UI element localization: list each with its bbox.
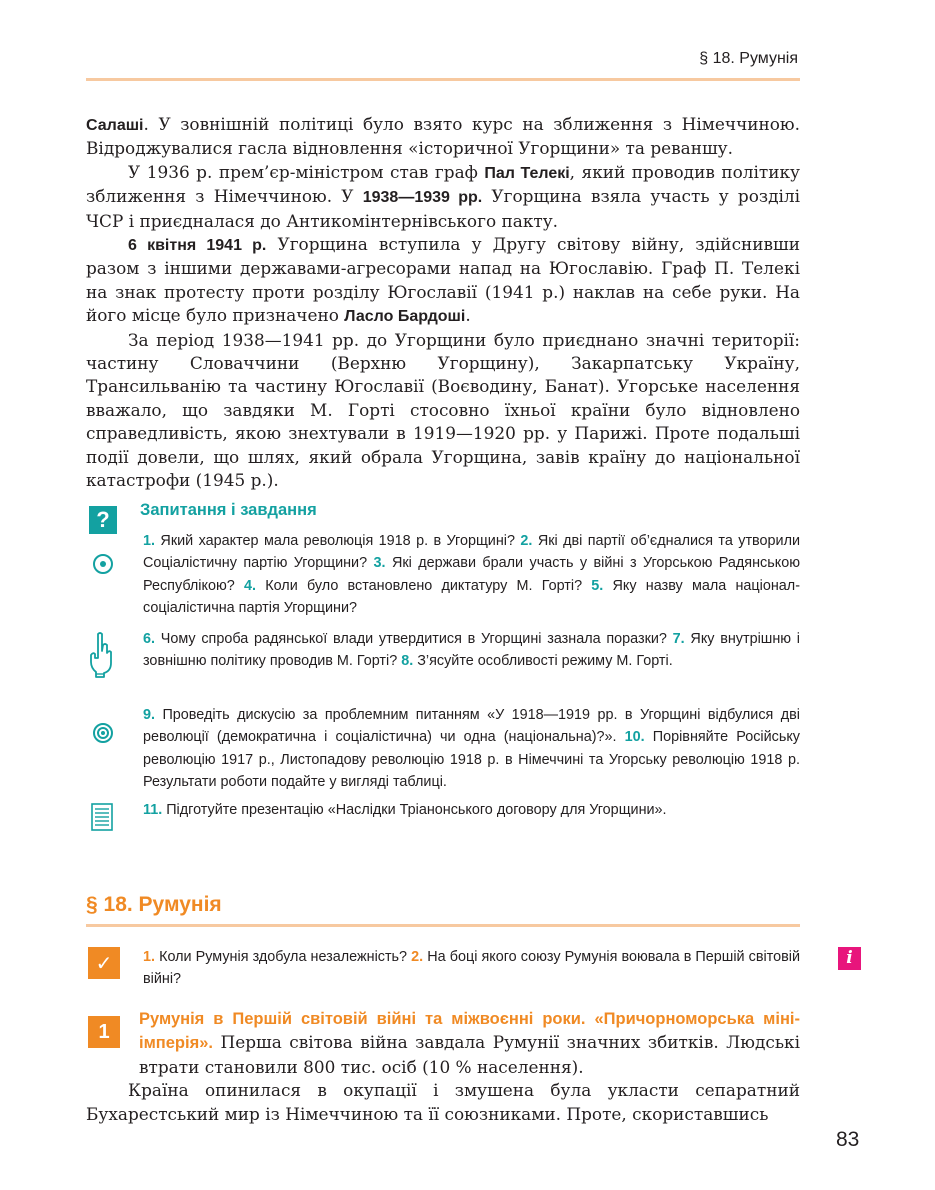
question-mark-icon: ?: [89, 506, 117, 534]
info-icon: i: [838, 947, 861, 970]
paragraph: За період 1938—1941 рр. до Угорщини було приєднано значні території: частину Словаччини (Верхню Угорщину), Закарпатську Україну, Трансильванію та частину Югославії (Воєводину, Банат). Угорське населення вважало, що завдяки М. Горті стосовно їхньої країни було відновлено справедливість, якою знехтували в 1919—1920 рр. у Парижі. Проте подальші події довели, що шлях, який обрала Угорщина, завів країну до національної катастрофи (1945 р.).: [86, 329, 800, 491]
question-number: 8.: [401, 653, 414, 670]
question-text: Підготуйте презентацію «Наслідки Тріанонського договору для Угорщини».: [162, 802, 667, 818]
text-run: . У зовнішній політиці було взято курс на зближення з Німеччиною. Відроджувалися гасла відновлення «історичної Угорщини» та реваншу.: [86, 114, 800, 159]
text-run: У 1936 р. прем’єр-міністром став граф: [128, 161, 485, 182]
questions-list: [143, 704, 800, 794]
bold-term: Пал Телекі: [484, 164, 570, 182]
text-run: Перша світова війна завдала Румунії значних збитків. Людські втрати становили 800 тис. осіб (10 % населення).: [139, 1032, 800, 1077]
question-number: 2.: [411, 949, 424, 965]
pre-questions: [143, 946, 800, 991]
questions-block-discussion: [143, 704, 800, 794]
page-number: 83: [836, 1128, 860, 1151]
question-number: 1.: [143, 533, 156, 549]
question-number: 4.: [243, 577, 256, 594]
questions-list: [143, 628, 800, 673]
question-text: На боці якого союзу Румунія воювала в Першій світовій війні?: [143, 949, 800, 988]
recall-icon: [93, 554, 113, 574]
text-run: Угорщина взяла участь у розділі ЧСР і приєдналася до Антикомінтернівського пакту.: [86, 186, 801, 231]
question-number: 5.: [591, 577, 604, 594]
running-header: § 18. Румунія: [699, 50, 798, 67]
question-number: 10.: [624, 729, 645, 746]
question-text: З’ясуйте особливості режиму М. Горті.: [413, 653, 673, 670]
questions-title: Запитання і завдання: [140, 501, 317, 519]
text-run: .: [465, 305, 471, 326]
header-divider: [86, 78, 800, 81]
pre-questions-list: [143, 946, 800, 991]
bold-term: Салаші: [86, 117, 144, 134]
questions-block-analysis: [143, 628, 800, 673]
question-text: Проведіть дискусію за проблемним питанням «У 1918—1919 рр. в Угорщині відбулися дві революції (демократична і соціалістична) чи одна (національна)?».: [143, 707, 800, 746]
point-title: Румунія в Першій світовій війні та міжвоєнні роки. «Причорноморська міні-імперія».: [139, 1010, 800, 1053]
section-divider: [86, 924, 800, 927]
paragraph: [86, 113, 800, 161]
checkmark-icon: ✓: [88, 947, 120, 979]
questions-block-project: [143, 799, 800, 821]
question-number: 6.: [143, 631, 156, 647]
question-text: Які дві партії об’єдналися та утворили Соціалістичну партію Угорщини?: [143, 533, 801, 572]
question-number: 3.: [373, 555, 386, 572]
question-number: 1.: [143, 949, 156, 965]
questions-list: [143, 799, 800, 821]
bold-term: 1938—1939 рр.: [362, 189, 483, 207]
document-icon: [91, 803, 113, 831]
question-text: Які держави брали участь у війні з Угорською Радянською Республікою?: [143, 555, 800, 594]
point-number-badge: 1: [88, 1016, 120, 1048]
paragraph: [86, 161, 800, 233]
section-point: [86, 1007, 800, 1126]
section-title: § 18. Румунія: [86, 893, 222, 916]
main-text: [86, 113, 800, 493]
questions-block-recall: [143, 530, 800, 620]
paragraph: [86, 1007, 800, 1079]
target-icon: [93, 723, 113, 743]
questions-list: [143, 530, 800, 620]
question-text: Коли Румунія здобула незалежність?: [155, 949, 412, 965]
question-number: 2.: [520, 533, 533, 549]
question-number: 7.: [672, 631, 685, 647]
question-text: Яку назву мала націонал-соціалістична партія Угорщини?: [143, 577, 800, 617]
question-text: Чому спроба радянської влади утвердитися в Угорщині зазнала поразки?: [155, 631, 673, 647]
question-number: 11.: [143, 802, 163, 818]
question-text: Порівняйте Російську революцію 1917 р., Листопадову революцію 1918 р. в Німеччині та Угорську революцію 1918 р. Результати роботи подайте у вигляді таблиці.: [143, 729, 800, 791]
question-text: Який характер мала революція 1918 р. в Угорщині?: [155, 533, 521, 549]
bold-term: 6 квітня 1941 р.: [128, 237, 267, 255]
paragraph: [86, 233, 800, 329]
question-text: Яку внутрішню і зовнішню політику проводив М. Горті?: [143, 631, 801, 670]
question-number: 9.: [143, 707, 156, 723]
text-run: , який проводив політику зближення з Німеччиною. У: [86, 161, 800, 207]
text-run: Угорщина вступила у Другу світову війну, здійснивши разом з іншими державами-агресорами напад на Югославію. Граф П. Телекі на знак протесту проти розділу Югославії (1941 р.) наклав на себе руки. На його місце було призначено: [86, 234, 801, 326]
paragraph: Країна опинилася в окупації і змушена була укласти сепаратний Бухарестський мир із Німеччиною та її союзниками. Проте, скориставшись: [86, 1080, 800, 1124]
question-text: Коли було встановлено диктатуру М. Горті?: [256, 577, 592, 594]
hand-pointer-icon: [88, 631, 114, 679]
bold-term: Ласло Бардоші: [344, 308, 466, 326]
